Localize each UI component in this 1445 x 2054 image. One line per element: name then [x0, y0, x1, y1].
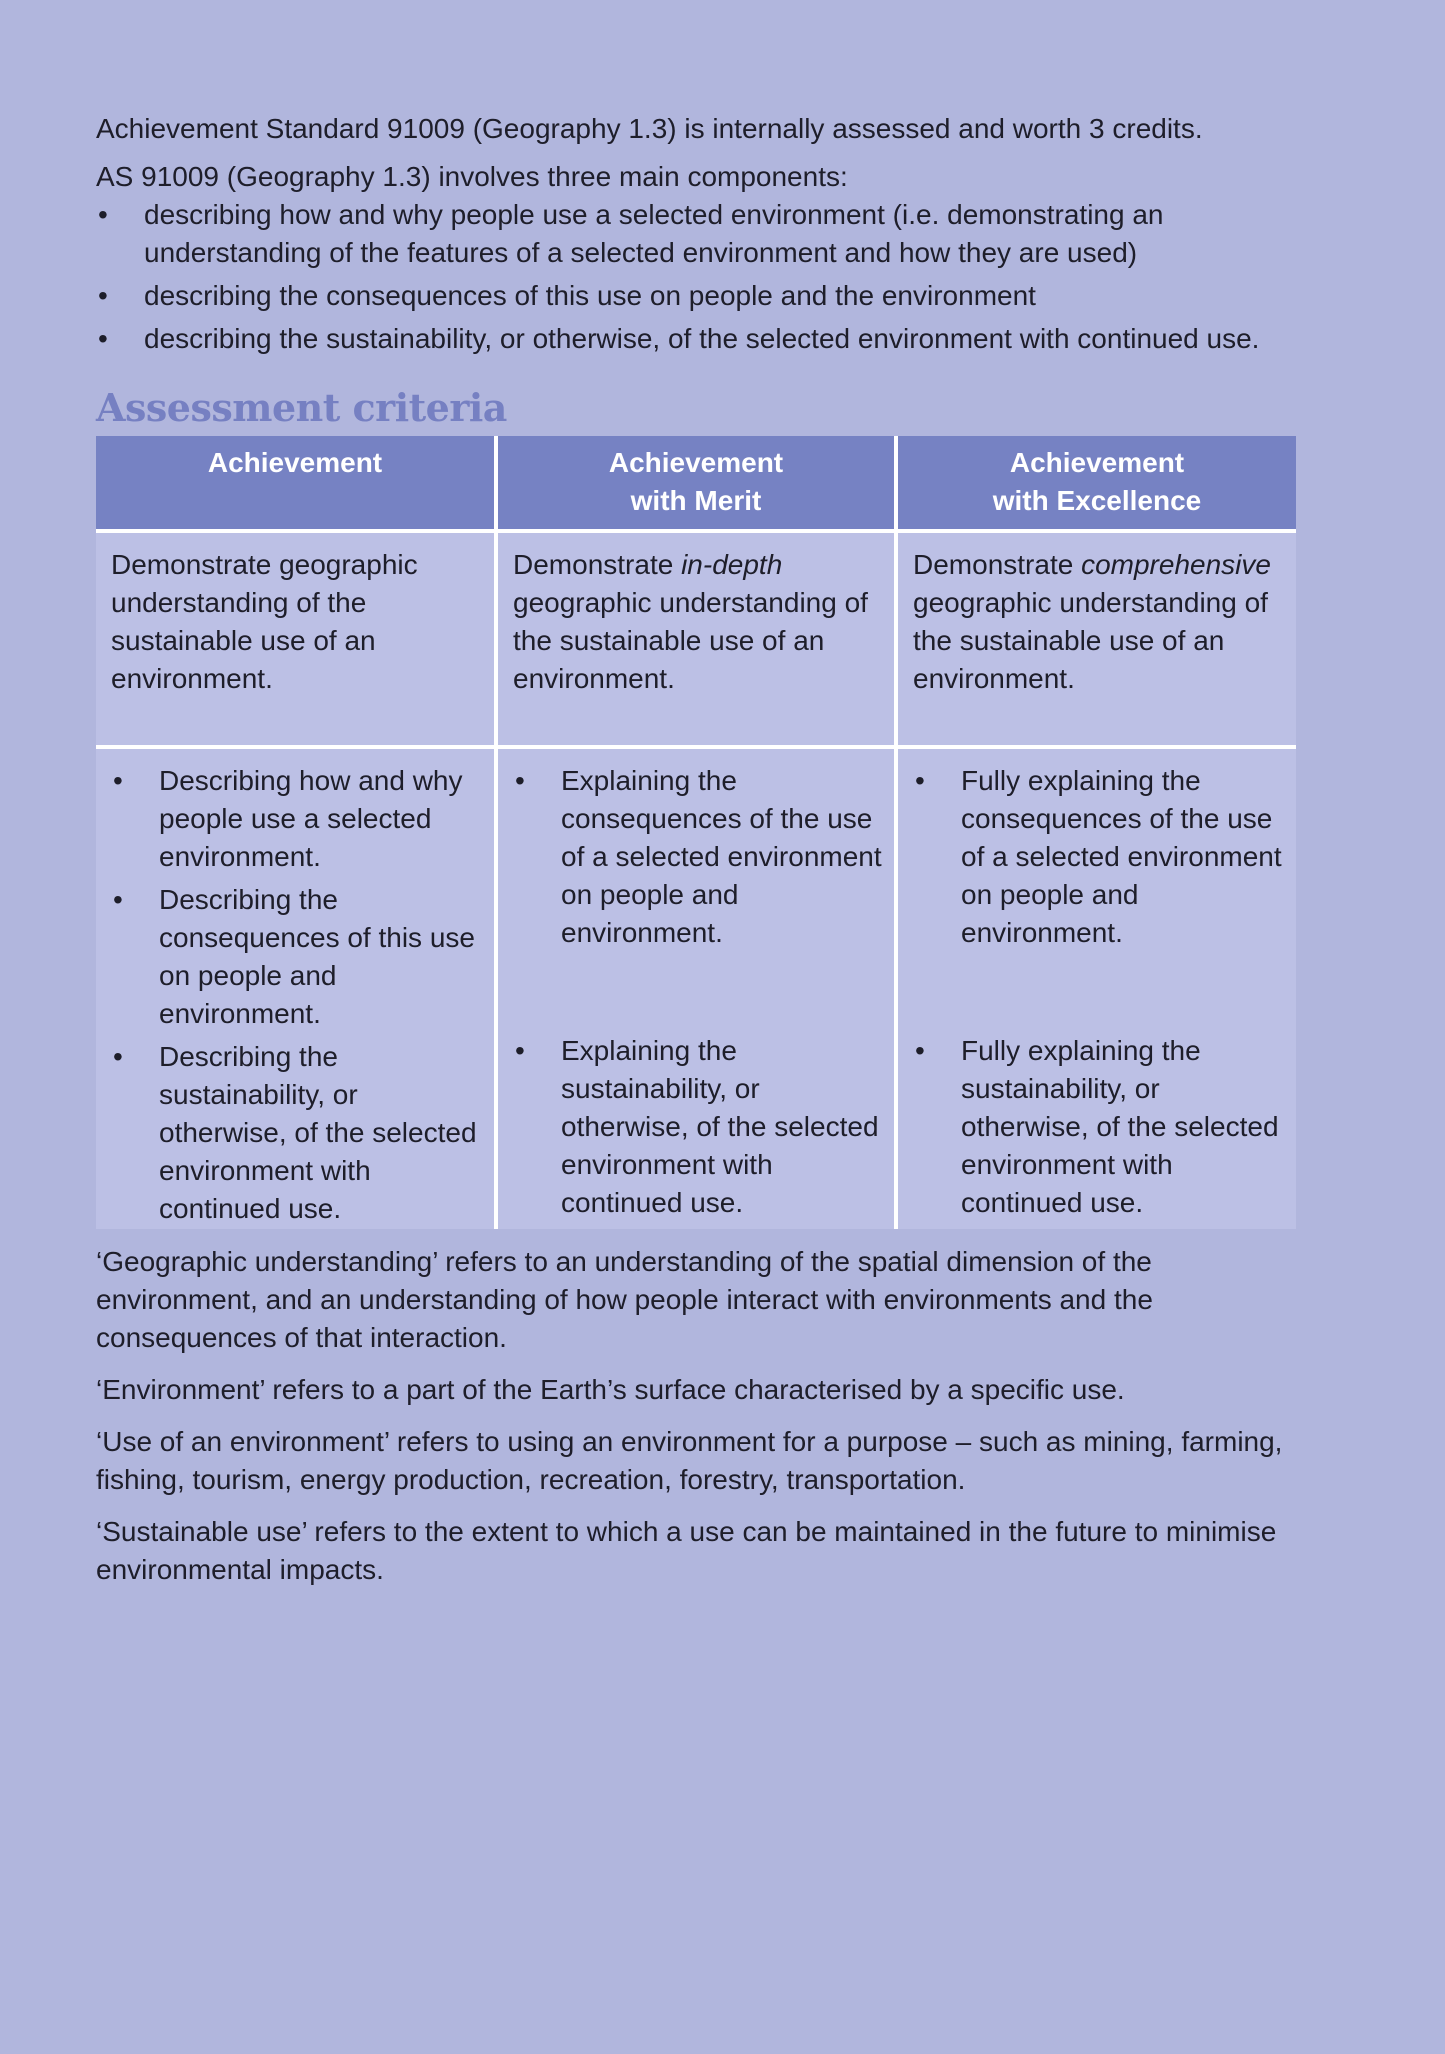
desc-merit-cell	[496, 531, 896, 747]
definitions-section	[96, 1243, 1296, 1589]
merit-bullets-cell	[496, 747, 896, 1229]
bullet-icon: •	[515, 1035, 525, 1066]
desc-excellence-cell	[896, 531, 1296, 747]
list-item	[513, 1032, 883, 1222]
bullet-icon: •	[915, 765, 925, 796]
bullet-icon: •	[98, 323, 108, 354]
header-achievement-label: Achievement	[207, 447, 383, 478]
achievement-bullets-cell	[96, 747, 496, 1229]
desc-excellence-emphasis: comprehensive	[1081, 549, 1271, 580]
bullet-icon: •	[113, 765, 123, 796]
component-item	[96, 196, 1296, 272]
definition-text: ‘Environment’ refers to a part of the Earth’s surface characterised by a specific use.	[96, 1374, 1125, 1405]
definition-text: ‘Geographic understanding’ refers to an understanding of the spatial dimension of the environment, and an understanding of how people interact with environments and the consequences of that interaction.	[96, 1246, 1153, 1353]
table-bullets-row	[96, 747, 1296, 1229]
component-text: describing the consequences of this use on people and the environment	[144, 280, 1036, 311]
criterion-text: Explaining the consequences of the use of a selected environment on people and environment.	[561, 765, 882, 948]
definition-text: ‘Sustainable use’ refers to the extent to which a use can be maintained in the future to minimise environmental impacts.	[96, 1516, 1277, 1585]
list-item	[111, 881, 483, 1033]
criterion-text: Explaining the sustainability, or otherwise, of the selected environment with continued use.	[561, 1035, 879, 1218]
header-achievement	[96, 436, 496, 531]
header-merit	[496, 436, 896, 531]
desc-excellence-pre: Demonstrate	[913, 549, 1082, 580]
components-list	[96, 196, 1296, 358]
bullet-icon: •	[515, 765, 525, 796]
header-excellence	[896, 436, 1296, 531]
table-description-row	[96, 531, 1296, 747]
intro-credits-text: Achievement Standard 91009 (Geography 1.3) is internally assessed and worth 3 credits.	[96, 113, 1203, 144]
header-merit-line2: with Merit	[630, 485, 762, 516]
bullet-icon: •	[113, 884, 123, 915]
header-merit-line1: Achievement	[608, 447, 784, 478]
bullet-icon: •	[113, 1041, 123, 1072]
list-item	[111, 762, 483, 876]
header-excellence-line1: Achievement	[1009, 447, 1185, 478]
desc-excellence-post: geographic understanding of the sustainable use of an environment.	[913, 587, 1268, 694]
assessment-criteria-table	[96, 436, 1296, 1229]
component-text: describing the sustainability, or otherwise, of the selected environment with continued use.	[144, 323, 1260, 354]
component-item	[96, 277, 1296, 315]
desc-merit-pre: Demonstrate	[513, 549, 682, 580]
desc-achievement-cell	[96, 531, 496, 747]
section-heading: Assessment criteria	[96, 385, 507, 430]
definition-text: ‘Use of an environment’ refers to using an environment for a purpose – such as mining, farming, fishing, tourism, energy production, recreation, forestry, transportation.	[96, 1426, 1283, 1495]
component-item	[96, 320, 1296, 358]
criterion-text: Fully explaining the consequences of the use of a selected environment on people and environment.	[961, 765, 1282, 948]
bullet-icon: •	[98, 280, 108, 311]
intro-components-text: AS 91009 (Geography 1.3) involves three main components:	[96, 161, 848, 192]
excellence-bullets-cell	[896, 747, 1296, 1229]
criterion-text: Describing how and why people use a selected environment.	[159, 765, 463, 872]
desc-achievement: Demonstrate geographic understanding of the sustainable use of an environment.	[111, 549, 418, 694]
page-content	[96, 110, 1296, 1603]
header-excellence-line2: with Excellence	[992, 485, 1202, 516]
criterion-text: Fully explaining the sustainability, or otherwise, of the selected environment with continued use.	[961, 1035, 1279, 1218]
table-header-row	[96, 436, 1296, 531]
criterion-text: Describing the consequences of this use on people and environment.	[159, 884, 475, 1029]
desc-merit-emphasis: in-depth	[681, 549, 783, 580]
desc-merit-post: geographic understanding of the sustainable use of an environment.	[513, 587, 868, 694]
list-item	[111, 1038, 483, 1228]
component-text: describing how and why people use a selected environment (i.e. demonstrating an understanding of the features of a selected environment and how they are used)	[144, 199, 1164, 268]
criterion-text: Describing the sustainability, or otherwise, of the selected environment with continued use.	[159, 1041, 477, 1224]
list-item	[513, 762, 883, 952]
list-item	[913, 762, 1285, 952]
bullet-icon: •	[98, 199, 108, 230]
bullet-icon: •	[915, 1035, 925, 1066]
list-item	[913, 1032, 1285, 1222]
